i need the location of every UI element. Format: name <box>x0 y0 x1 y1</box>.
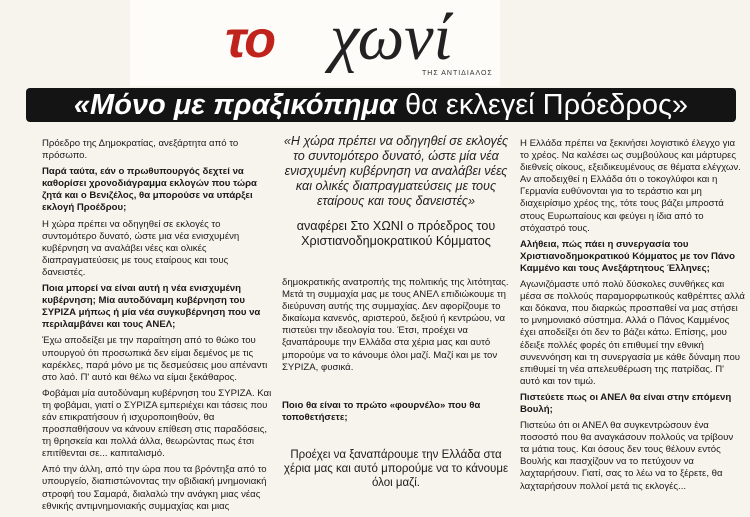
pull-quote-secondary: Προέχει να ξαναπάρουμε την Ελλάδα στα χέρια μας και αυτό μπορούμε να το κάνουμε όλοι μαζί. <box>283 448 509 489</box>
paragraph: Αγωνιζόμαστε υπό πολύ δύσκολες συνθήκες και μέσα σε πολλούς παραμορφωτικούς καθρέπτες αλλά και δόκανα, που διαρκώς προσπαθεί να μας στήσει το μνημονιακό σύστημα. Αλλά ο Πάνος Καμμένος έχει αποδείξει ότι δεν το βάζει κάτω. Επίσης, μου έδειξε πολλές φορές ότι επιθυμεί την εθνική συνεννόηση και τη συνεργασία με κάθε δύναμη που επιθυμεί τη νέα απελευθέρωση της πατρίδας. Π' αυτό και τον τιμώ. <box>520 279 745 387</box>
paragraph: Πρόεδρο της Δημοκρατίας, ανεξάρτητα από το πρόσωπο. <box>42 138 239 162</box>
pull-quote-source: αναφέρει Στο ΧΩΝΙ ο πρόεδρος του Χριστιανοδημοκρατικού Κόμματος <box>296 219 496 248</box>
masthead-logo-xoni: χωνί <box>330 1 452 74</box>
paragraph: Πιστεύω ότι οι ΑΝΕΛ θα συγκεντρώσουν ένα ποσοστό που θα αναγκάσουν πολλούς να τρίβουν τα μάτια τους. Και όσους δεν τους θέλουν εντός Βουλής και πασχίζουν να το πετύχουν να λαχταρήσουν. Γιατί, σας το λέω να το ξέρετε, θα λαχταρήσουν πολλοί μετά τις εκλογές... <box>520 420 734 492</box>
headline-bar <box>26 88 736 122</box>
masthead-logo-sub: ΤΗΣ ΑΝΤΙΔΙΑΛΟΣ <box>422 70 493 77</box>
question: Ποια μπορεί να είναι αυτή η νέα ενισχυμένη κυβέρνηση; Μία αυτοδύναμη κυβέρνηση του ΣΥΡΙΖΑ μήπως ή μία νέα συγκυβέρνηση που να περιλαμβάνει και τους ΑΝΕΛ; <box>42 283 261 331</box>
column-left <box>42 138 272 517</box>
headline-bold: «Μόνο με πραξικόπημα <box>73 89 397 121</box>
question: Αλήθεια, πώς πάει η συνεργασία του Χριστιανοδημοκρατικού Κόμματος με τον Πάνο Καμμένο και τους Ανεξάρτητους Έλληνες; <box>520 238 736 274</box>
headline-rest: θα εκλεγεί Πρόεδρος» <box>396 89 689 121</box>
masthead-logo-to: το <box>225 11 275 69</box>
paragraph: Η Ελλάδα πρέπει να ξεκινήσει λογιστικό έλεγχο για το χρέος. Να καλέσει ως συμβούλους και μάρτυρες διεθνείς οίκους, εξειδικευμένους σε θέματα ελέγχων. Αν αποδειχθεί η Ελλάδα ότι ο τοκογλύφοι και η Γερμανία ευθύνονται για το τεράστιο και μη διαχειρίσιμο χρέος της, τότε τους βάζει μπροστά στους Ευρωπαίους και φεύγει η ίδια από το στόχαστρό τους. <box>520 138 741 234</box>
question: Πιστεύετε πως οι ΑΝΕΛ θα είναι στην επόμενη Βουλή; <box>520 391 732 415</box>
paragraph: Η χώρα πρέπει να οδηγηθεί σε εκλογές το συντομότερο δυνατό, ώστε μια νέα ενισχυμένη κυβέρνηση να αναλάβει νέες και ολικές διαπραγματεύσεις με τους εταίρους και τους δανειστές. <box>42 218 240 278</box>
column-middle <box>282 134 510 490</box>
paragraph: Έχω αποδείξει με την παραίτηση από το θώκο του υπουργού ότι προσωπικά δεν είμαι δεμένος με τις καρέκλες, παρά μόνο με τις δεσμεύσεις μου απέναντι στο λαό. Π' αυτό και θέλω να είμαι ξεκάθαρος. <box>42 335 268 383</box>
question: Ποιο θα είναι το πρώτο «φουρνέλο» που θα τοποθετήσετε; <box>282 399 481 423</box>
question: Παρά ταύτα, εάν ο πρωθυπουργός δεχτεί να καθορίσει χρονοδιάγραμμα εκλογών που τώρα ζητά και ο Βενιζέλος, θα μπορούσε να υπάρξει εκλογή Προέδρου; <box>42 166 257 214</box>
paragraph: Φοβάμαι μία αυτοδύναμη κυβέρνηση του ΣΥΡΙΖΑ. Και τη φοβάμαι, γιατί ο ΣΥΡΙΖΑ εμπεριέχει και τάσεις που εάν επικρατήσουν ή ισχυροποιηθούν, θα προσπαθήσουν να κάνουν επίθεση στις παραδόσεις, τη θρησκεία και πολλά άλλα, θεωρώντας πως έτσι επιτίθενται σε... καπιταλισμό. <box>42 387 272 460</box>
column-right <box>520 138 745 497</box>
paragraph: Από την άλλη, από την ώρα που τα βρόντηξα από το υπουργείο, διαπιστώνοντας την οβιδιακή μνημονιακή στροφή του Σαμαρά, διαλαλώ την ανάγκη μιας νέας εθνικής αντιμνημονιακής συμμαχίας και μιας <box>42 464 267 512</box>
masthead <box>130 0 500 86</box>
pull-quote: «Η χώρα πρέπει να οδηγηθεί σε εκλογές το συντομότερο δυνατό, ώστε μία νέα ενισχυμένη κυβέρνηση να αναλάβει νέες και ολικές διαπραγματεύσεις με τους εταίρους και τους δανειστές» <box>283 134 509 208</box>
paragraph: δημοκρατικής ανατροπής της πολιτικής της λιτότητας. Μετά τη συμμαχία μας με τους ΑΝΕΛ επιδιώκουμε τη διεύρυνση αυτής της συμμαχίας. Δεν αφορίζουμε το δικαίωμα κανενός, αριστερού, δεξιού ή κεντρώου, να πιστεύει την ιδεολογία του. Έτσι, προέχει να ξαναπάρουμε την Ελλάδα στα χέρια μας και αυτό μπορούμε να το κάνουμε όλοι μαζί. Μαζί και με τον ΣΥΡΙΖΑ, φυσικά. <box>282 277 509 373</box>
headline <box>26 88 736 122</box>
